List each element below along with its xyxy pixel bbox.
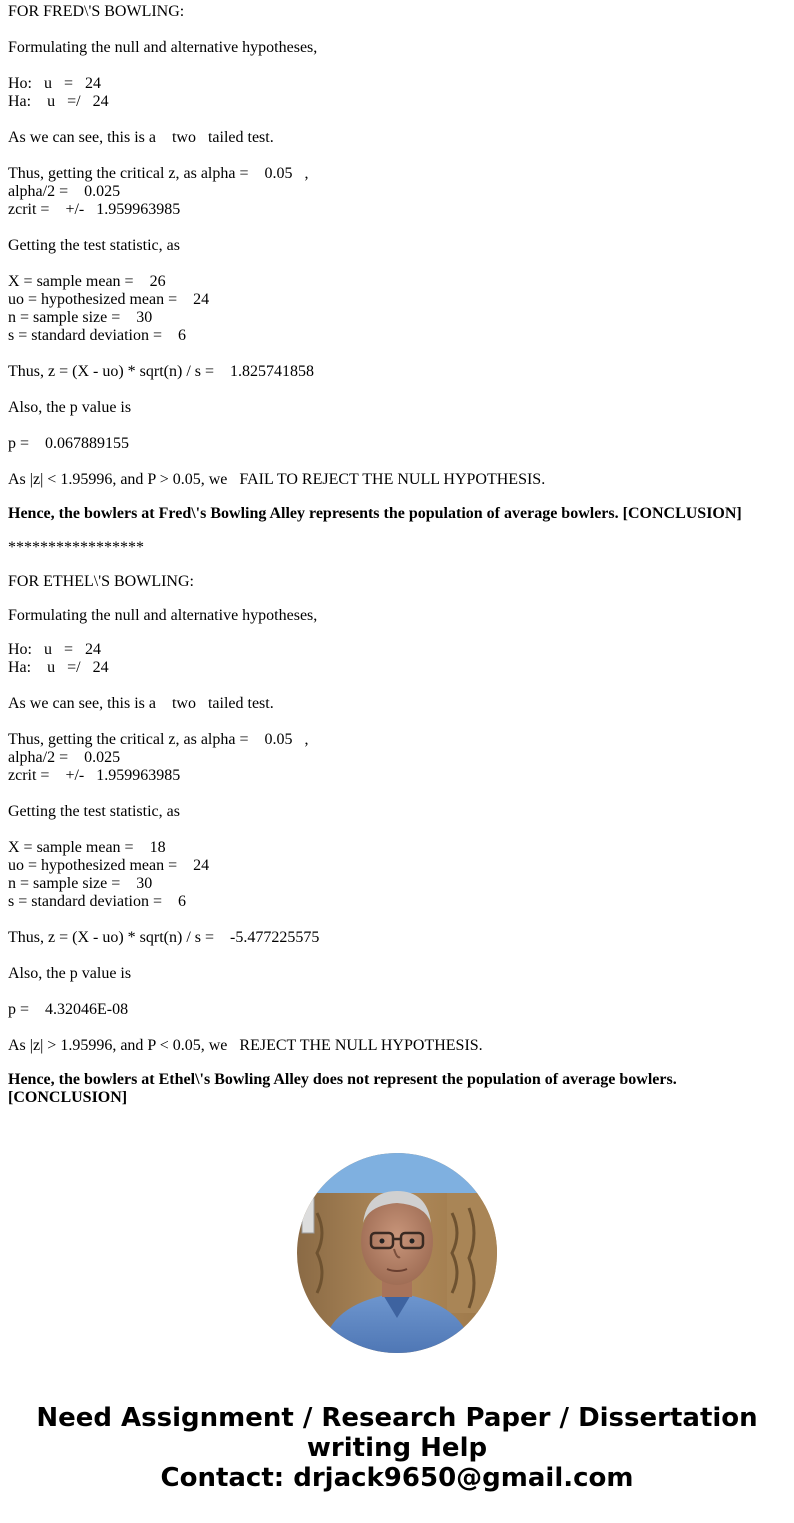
ethel-sample-size: n = sample size = 30 <box>8 875 153 892</box>
ethel-conclusion: Hence, the bowlers at Ethel\'s Bowling Alley does not represent the population of average bowlers. [CONCLUSION] <box>8 1071 677 1106</box>
footer-line-2: writing Help <box>306 1433 488 1463</box>
fred-pvalue: p = 0.067889155 <box>8 435 130 452</box>
fred-alt-hypothesis: Ha: u =/ 24 <box>8 93 109 110</box>
ethel-formulating-text: Formulating the null and alternative hypotheses, <box>8 607 318 624</box>
footer-line-1: Need Assignment / Research Paper / Dissertation <box>36 1403 758 1433</box>
fred-decision: As |z| < 1.95996, and P > 0.05, we FAIL TO REJECT THE NULL HYPOTHESIS. <box>8 471 546 488</box>
fred-critical-alpha: Thus, getting the critical z, as alpha = 0.05 , <box>8 165 309 182</box>
ethel-pvalue-intro: Also, the p value is <box>8 965 132 982</box>
ethel-alt-hypothesis: Ha: u =/ 24 <box>8 659 109 676</box>
fred-conclusion: Hence, the bowlers at Fred\'s Bowling Alley represents the population of average bowlers. [CONCLUSION] <box>8 505 742 522</box>
ethel-sample-mean: X = sample mean = 18 <box>8 839 166 856</box>
ethel-z-statistic: Thus, z = (X - uo) * sqrt(n) / s = -5.477225575 <box>8 929 320 946</box>
ethel-alpha-half: alpha/2 = 0.025 <box>8 749 121 766</box>
ethel-decision: As |z| > 1.95996, and P < 0.05, we REJECT THE NULL HYPOTHESIS. <box>8 1037 483 1054</box>
ethel-std-dev: s = standard deviation = 6 <box>8 893 187 910</box>
ethel-tail-text: As we can see, this is a two tailed test. <box>8 695 274 712</box>
ethel-hypothesized-mean: uo = hypothesized mean = 24 <box>8 857 210 874</box>
fred-getting-statistic: Getting the test statistic, as <box>8 237 180 254</box>
author-photo-illustration <box>297 1153 497 1353</box>
fred-sample-mean: X = sample mean = 26 <box>8 273 166 290</box>
fred-std-dev: s = standard deviation = 6 <box>8 327 187 344</box>
fred-null-hypothesis: Ho: u = 24 <box>8 75 102 92</box>
ethel-pvalue: p = 4.32046E-08 <box>8 1001 129 1018</box>
author-avatar <box>297 1153 497 1353</box>
fred-tail-text: As we can see, this is a two tailed test. <box>8 129 274 146</box>
footer-advert <box>0 1403 794 1493</box>
fred-z-statistic: Thus, z = (X - uo) * sqrt(n) / s = 1.825741858 <box>8 363 315 380</box>
ethel-critical-alpha: Thus, getting the critical z, as alpha = 0.05 , <box>8 731 309 748</box>
ethel-getting-statistic: Getting the test statistic, as <box>8 803 180 820</box>
fred-pvalue-intro: Also, the p value is <box>8 399 132 416</box>
ethel-heading: FOR ETHEL\'S BOWLING: <box>8 573 194 590</box>
fred-section <box>8 3 786 539</box>
ethel-section <box>8 573 786 1107</box>
fred-alpha-half: alpha/2 = 0.025 <box>8 183 121 200</box>
ethel-null-hypothesis: Ho: u = 24 <box>8 641 102 658</box>
fred-formulating-text: Formulating the null and alternative hypotheses, <box>8 39 318 56</box>
solution-document <box>8 3 786 1107</box>
fred-sample-size: n = sample size = 30 <box>8 309 153 326</box>
fred-zcrit: zcrit = +/- 1.959963985 <box>8 201 181 218</box>
section-separator: ***************** <box>8 539 144 556</box>
fred-heading: FOR FRED\'S BOWLING: <box>8 3 185 20</box>
footer-contact: Contact: drjack9650@gmail.com <box>160 1463 634 1493</box>
ethel-zcrit: zcrit = +/- 1.959963985 <box>8 767 181 784</box>
fred-hypothesized-mean: uo = hypothesized mean = 24 <box>8 291 210 308</box>
